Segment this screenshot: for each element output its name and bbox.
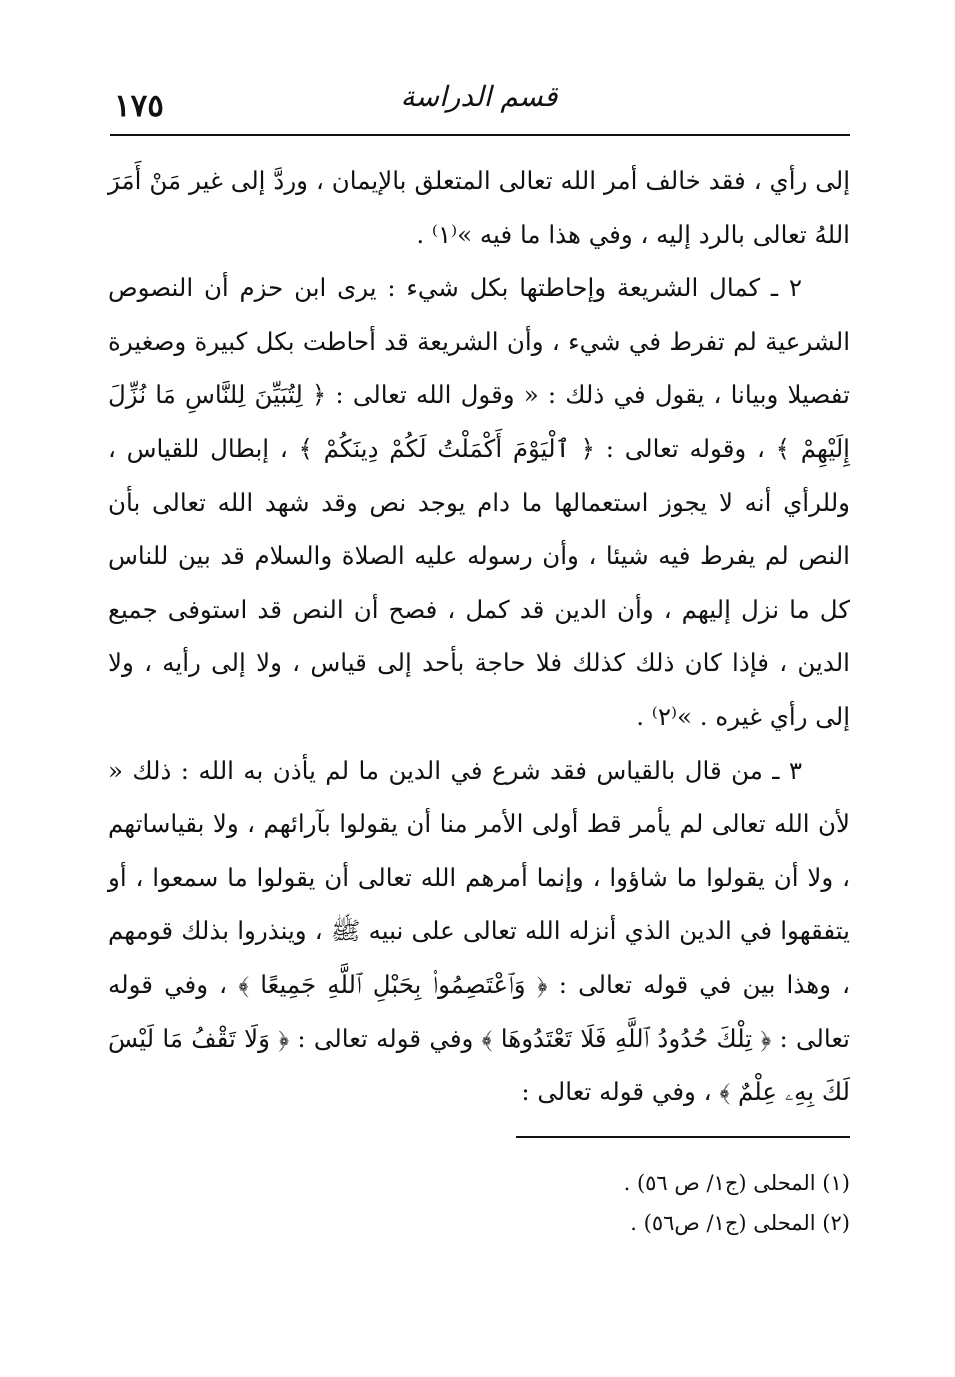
footnotes (108, 1163, 850, 1243)
page-header (108, 72, 850, 132)
header-divider (110, 134, 850, 136)
paragraph-continuation: إلى رأي ، فقد خالف أمر الله تعالى المتعلق بالإيمان ، وردَّ إلى غير مَنْ أَمَرَ اللهُ تعالى بالرد إليه ، وفي هذا ما فيه »⁽١⁾ . (108, 166, 850, 249)
paragraph-point-2: ٢ ـ كمال الشريعة وإحاطتها بكل شيء : يرى ابن حزم أن النصوص الشرعية لم تفرط في شيء ، وأن الشريعة قد أحاطت بكل كبيرة وصغيرة تفصيلا وبيانا ، يقول في ذلك : « وقول الله تعالى : ﴿ لِتُبَيِّنَ لِلنَّاسِ مَا نُزِّلَ إِلَيْهِمْ ﴾ ، وقوله تعالى : ﴿ ٱلْيَوْمَ أَكْمَلْتُ لَكُمْ دِينَكُمْ ﴾ ، إبطال للقياس ، وللرأي أنه لا يجوز استعمالها ما دام يوجد نص وقد شهد الله تعالى بأن النص لم يفرط فيه شيئا ، وأن رسوله عليه الصلاة والسلام قد بين للناس كل ما نزل إليهم ، وأن الدين قد كمل ، فصح أن النص قد استوفى جميع الدين ، فإذا كان ذلك كذلك فلا حاجة بأحد إلى قياس ، ولا إلى رأيه ، ولا إلى رأي غيره . »⁽٢⁾ . (108, 273, 850, 731)
paragraph-point-3: ٣ ـ من قال بالقياس فقد شرع في الدين ما لم يأذن به الله : ذلك « لأن الله تعالى لم يأمر قط أولى الأمر منا أن يقولوا بآرائهم ، ولا بقياساتهم ، ولا أن يقولوا ما شاؤوا ، وإنما أمرهم الله تعالى أن يقولوا ما سمعوا ، أو يتفقهوا في الدين الذي أنزله الله تعالى على نبيه ﷺ ، وينذروا بذلك قومهم ، وهذا بين في قوله تعالى : ﴿ وَٱعْتَصِمُوا۟ بِحَبْلِ ٱللَّهِ جَمِيعًا ﴾ ، وفي قوله تعالى : ﴿ تِلْكَ حُدُودُ ٱللَّهِ فَلَا تَعْتَدُوهَا ﴾ وفي قوله تعالى : ﴿ وَلَا تَقْفُ مَا لَيْسَ لَكَ بِهِۦ عِلْمٌ ﴾ ، وفي قوله تعالى : (108, 755, 850, 1107)
page-number: ١٧٥ (114, 88, 164, 124)
body-text (108, 154, 850, 1119)
section-title: قسم الدراسة (400, 80, 558, 113)
footnote-1: (١) المحلى (ج١/ ص ٥٦) . (623, 1171, 850, 1195)
footnote-2: (٢) المحلى (ج١/ ص٥٦) . (630, 1211, 850, 1235)
footnote-divider (516, 1136, 850, 1138)
